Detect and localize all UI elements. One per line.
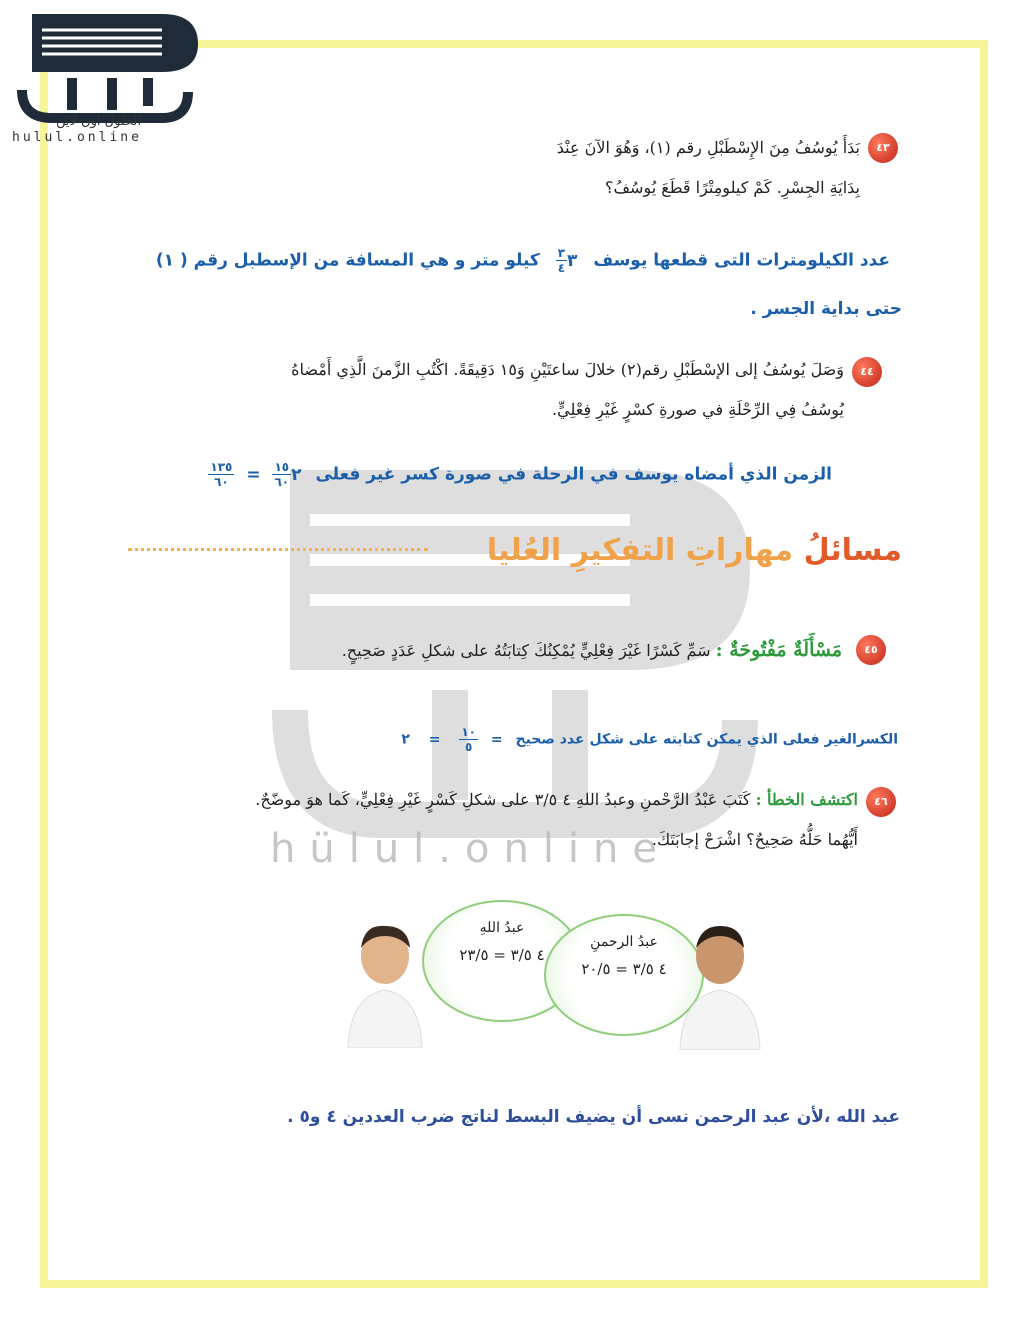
logo-arabic-text: الحلول اون لاين (56, 114, 142, 129)
question-46-line2: أَيُّهُما حَلُّهُ صَحِيحٌ؟ اشْرَحْ إجابَتَكَ. (651, 830, 858, 849)
question-46-line1-text: كَتَبَ عَبْدُ الرَّحْمنِ وعبدُ اللهِ ٤ ٣/٥ على شكلِ كَسْرٍ غَيْرِ فِعْلِيٍّ، كَما هوَ موضّحٌ. (255, 790, 751, 809)
logo-latin-text: hulul.online (12, 130, 142, 145)
answer-43 (130, 246, 890, 275)
answer-44-fraction-1 (272, 460, 291, 489)
question-43-line2: بِدَايَةِ الجِسْرِ. كَمْ كيلومِتْرًا قَطَعَ يُوسُفُ؟ (604, 178, 860, 197)
answer-44-text: الزمن الذي أمضاه يوسف في الرحلة في صورة كسر غير فعلى (315, 464, 832, 485)
answer-45-denominator: ٥ (465, 740, 473, 754)
section-title (487, 533, 902, 568)
watermark-text: hülul.online (270, 826, 672, 872)
boy-left-illustration-icon (340, 918, 430, 1048)
answer-43-fraction (556, 246, 567, 275)
question-44-text (204, 350, 844, 430)
bubble-abdullah-name: عبدُ اللهِ (479, 920, 525, 936)
section-title-first: مسائلُ (803, 533, 902, 568)
question-45-text (342, 630, 842, 671)
kids-illustration (340, 900, 900, 1050)
question-43-number: ٤٣ (868, 133, 898, 163)
answer-43-whole: ٣ (567, 250, 578, 271)
logo-mark-icon (12, 6, 202, 130)
answer-45-text: الكسرالغير فعلى الذي يمكن كتابته على شكل عدد صحيح (515, 731, 898, 748)
answer-44-numerator-1: ١٥ (274, 460, 290, 474)
answer-44-whole: ٢ (291, 464, 302, 485)
answer-43-after: كيلو متر و هي المسافة من الإسطبل رقم ( ١) (155, 250, 540, 271)
bubble-abdulrahman-expression: ٤ ٣/٥ = ٢٠/٥ (581, 960, 667, 978)
question-45-body: سَمِّ كَسْرًا غَيْرَ فِعْلِيٍّ يُمْكِنُكَ كِتابَتُهُ على شكلِ عَدَدٍ صَحِيحٍ. (341, 641, 711, 660)
question-46-text (178, 780, 858, 860)
answer-44-equals: = (246, 464, 261, 485)
answer-45-equals-2: = (428, 731, 441, 748)
answer-44-mixed (267, 460, 302, 489)
answer-44 (208, 460, 832, 489)
question-43-line1: بَدَأَ يُوسُفُ مِنَ الإِسْطَبْلِ رقم (١)، وَهُوَ الآنَ عِنْدَ (556, 138, 860, 157)
answer-45-fraction (459, 725, 478, 754)
question-46-number: ٤٦ (866, 787, 896, 817)
answer-44-fraction-2 (208, 460, 234, 489)
answer-43-line2: حتى بداية الجسر . (750, 299, 902, 319)
site-logo[interactable] (12, 6, 202, 146)
final-answer: عبد الله ،لأن عبد الرحمن نسى أن يضيف البسط لناتج ضرب العددين ٤ و٥ . (287, 1107, 900, 1127)
bubble-abdullah-expression: ٤ ٣/٥ = ٢٣/٥ (459, 946, 545, 964)
answer-45 (401, 725, 898, 754)
bubble-abdulrahman-name: عبدُ الرحمنِ (590, 934, 658, 950)
answer-45-equals-1: = (490, 731, 503, 748)
question-46-line1 (178, 780, 858, 820)
question-45-number: ٤٥ (856, 635, 886, 665)
answer-44-denominator-1: ٦٠ (274, 475, 290, 489)
question-46-label: اكتشف الخطأ : (755, 790, 858, 809)
answer-44-numerator-2: ١٣٥ (210, 460, 233, 474)
section-title-rest: مهاراتِ التفكيرِ العُليا (486, 533, 794, 568)
answer-43-mixed-number (550, 246, 578, 275)
answer-43-before: عدد الكيلومترات التى قطعها يوسف (593, 250, 890, 271)
answer-45-numerator: ١٠ (461, 725, 476, 739)
question-44-line2: يُوسُفُ فِي الرِّحْلَةِ في صورةِ كسْرٍ غَيْرِ فِعْلِيٍّ. (552, 400, 844, 419)
answer-43-numerator: ٣ (557, 246, 566, 260)
answer-45-result: ٢ (401, 731, 410, 748)
question-44-line1: وَصَلَ يُوسُفُ إلى الإسْطَبْلِ رقم(٢) خلالَ ساعتَيْنِ وَ١٥ دَقِيقَةً. اكْتُبِ الزَّمنَ الَّذِي أَمْضاهُ (291, 360, 844, 379)
question-43-text (400, 128, 860, 208)
answer-43-denominator: ٤ (557, 261, 566, 275)
boy-right-illustration-icon (670, 920, 770, 1050)
question-45-label: مَسْأَلَةٌ مَفْتُوحَةٌ : (715, 639, 842, 661)
answer-44-denominator-2: ٦٠ (214, 475, 229, 489)
question-44-number: ٤٤ (852, 357, 882, 387)
section-dotted-line (128, 548, 428, 551)
